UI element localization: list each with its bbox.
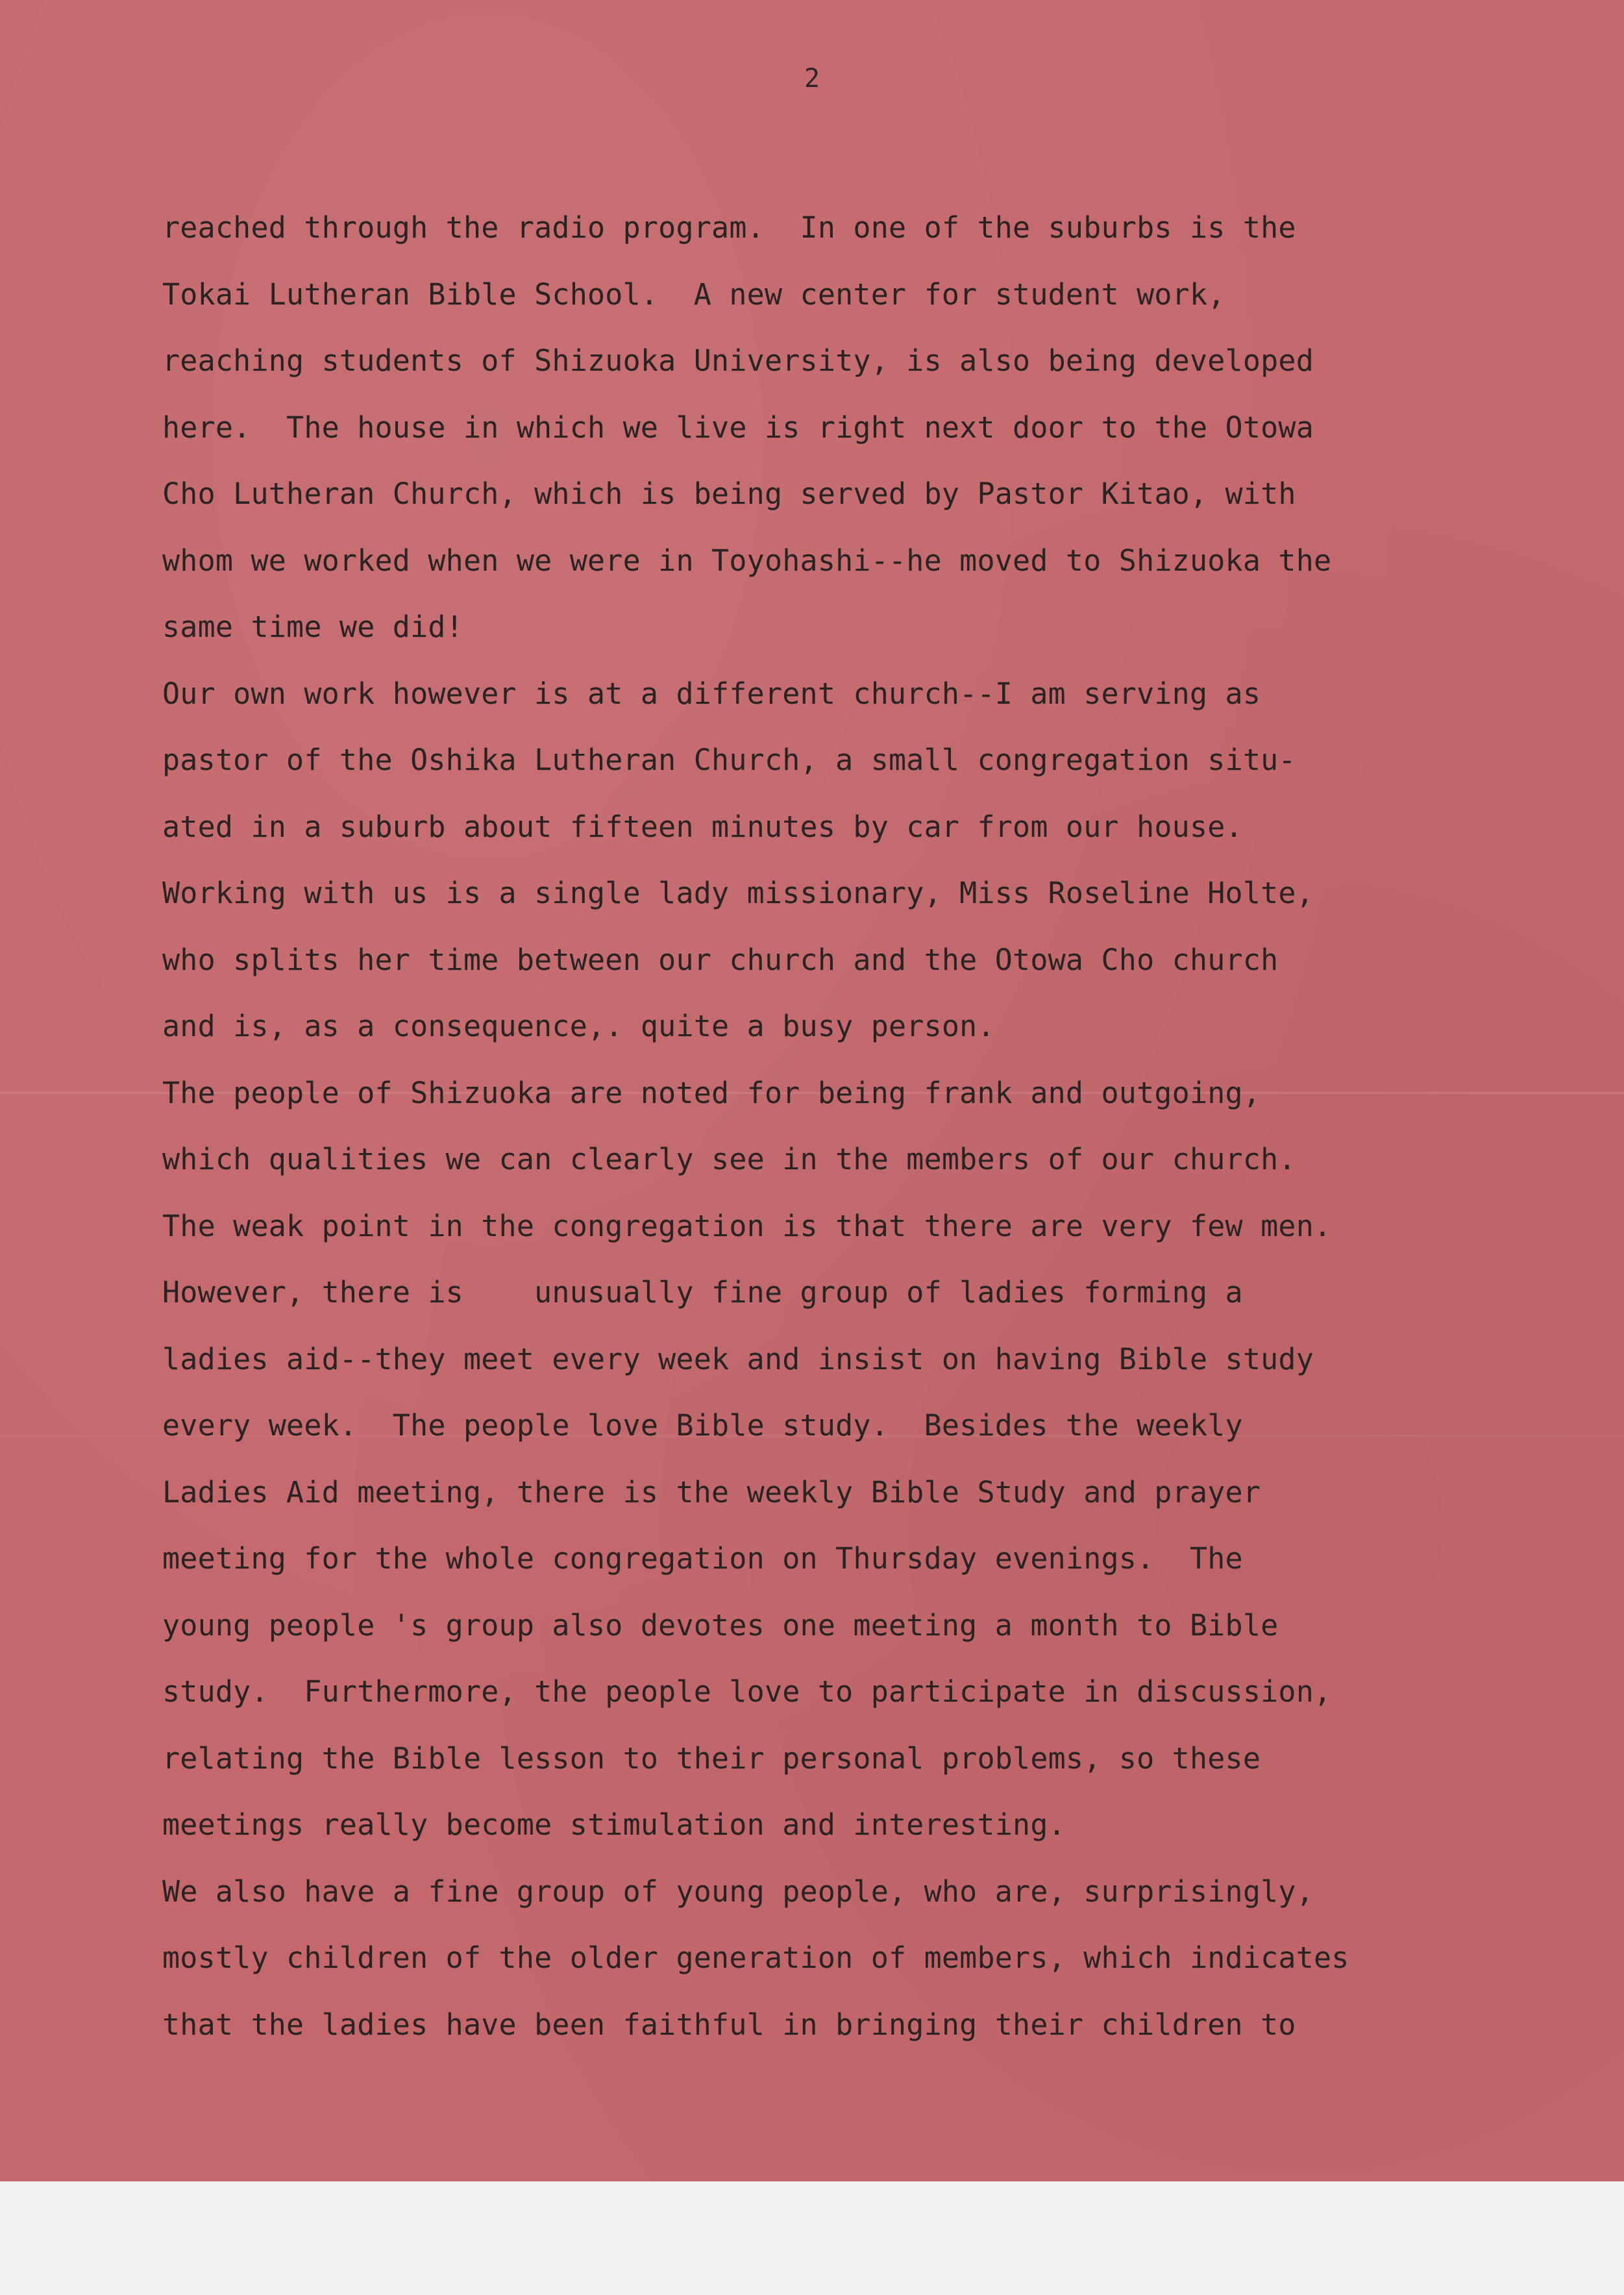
text-line: young people 's group also devotes one meeting a month to Bible	[162, 1607, 1279, 1643]
text-line: ladies aid--they meet every week and insist on having Bible study	[162, 1341, 1314, 1376]
text-line: whom we worked when we were in Toyohashi--he moved to Shizuoka the	[162, 543, 1332, 578]
text-line: The people of Shizuoka are noted for being frank and outgoing,	[162, 1075, 1261, 1110]
text-line: every week. The people love Bible study. Besides the weekly	[162, 1408, 1243, 1443]
text-line: same time we did!	[162, 610, 463, 644]
text-line: mostly children of the older generation of members, which indicates	[162, 1941, 1349, 1975]
text-line: ated in a suburb about fifteen minutes by car from our house.	[162, 809, 1243, 844]
text-line: Tokai Lutheran Bible School. A new center for student work,	[162, 277, 1225, 312]
text-line: and is, as a consequence,. quite a busy person.	[162, 1009, 995, 1043]
text-line: We also have a fine group of young people, who are, surprisingly,	[162, 1874, 1314, 1909]
text-line: who splits her time between our church and the Otowa Cho church	[162, 942, 1279, 977]
text-line: here. The house in which we live is right next door to the Otowa	[162, 410, 1314, 445]
text-line: Our own work however is at a different church--I am serving as	[162, 676, 1261, 711]
text-line: Working with us is a single lady missionary, Miss Roseline Holte,	[162, 876, 1314, 910]
text-line: pastor of the Oshika Lutheran Church, a small congregation situ-	[162, 743, 1296, 777]
text-line: Cho Lutheran Church, which is being served by Pastor Kitao, with	[162, 477, 1296, 511]
letter-body	[162, 195, 1532, 2058]
text-line: relating the Bible lesson to their personal problems, so these	[162, 1741, 1261, 1776]
text-line: meeting for the whole congregation on Thursday evenings. The	[162, 1541, 1243, 1576]
text-line: reaching students of Shizuoka University, is also being developed	[162, 343, 1314, 378]
page-number: 2	[804, 64, 820, 93]
text-line: study. Furthermore, the people love to participate in discussion,	[162, 1674, 1332, 1709]
text-line: meetings really become stimulation and interesting.	[162, 1807, 1066, 1842]
text-line: However, there is unusually fine group of ladies forming a	[162, 1275, 1243, 1309]
text-line: Ladies Aid meeting, there is the weekly Bible Study and prayer	[162, 1474, 1261, 1509]
scan-background-margin	[0, 2181, 1624, 2295]
text-line: that the ladies have been faithful in bringing their children to	[162, 2007, 1296, 2042]
text-line: The weak point in the congregation is that there are very few men.	[162, 1208, 1332, 1243]
text-line: reached through the radio program. In one of the suburbs is the	[162, 210, 1296, 245]
text-line: which qualities we can clearly see in the members of our church.	[162, 1142, 1296, 1176]
